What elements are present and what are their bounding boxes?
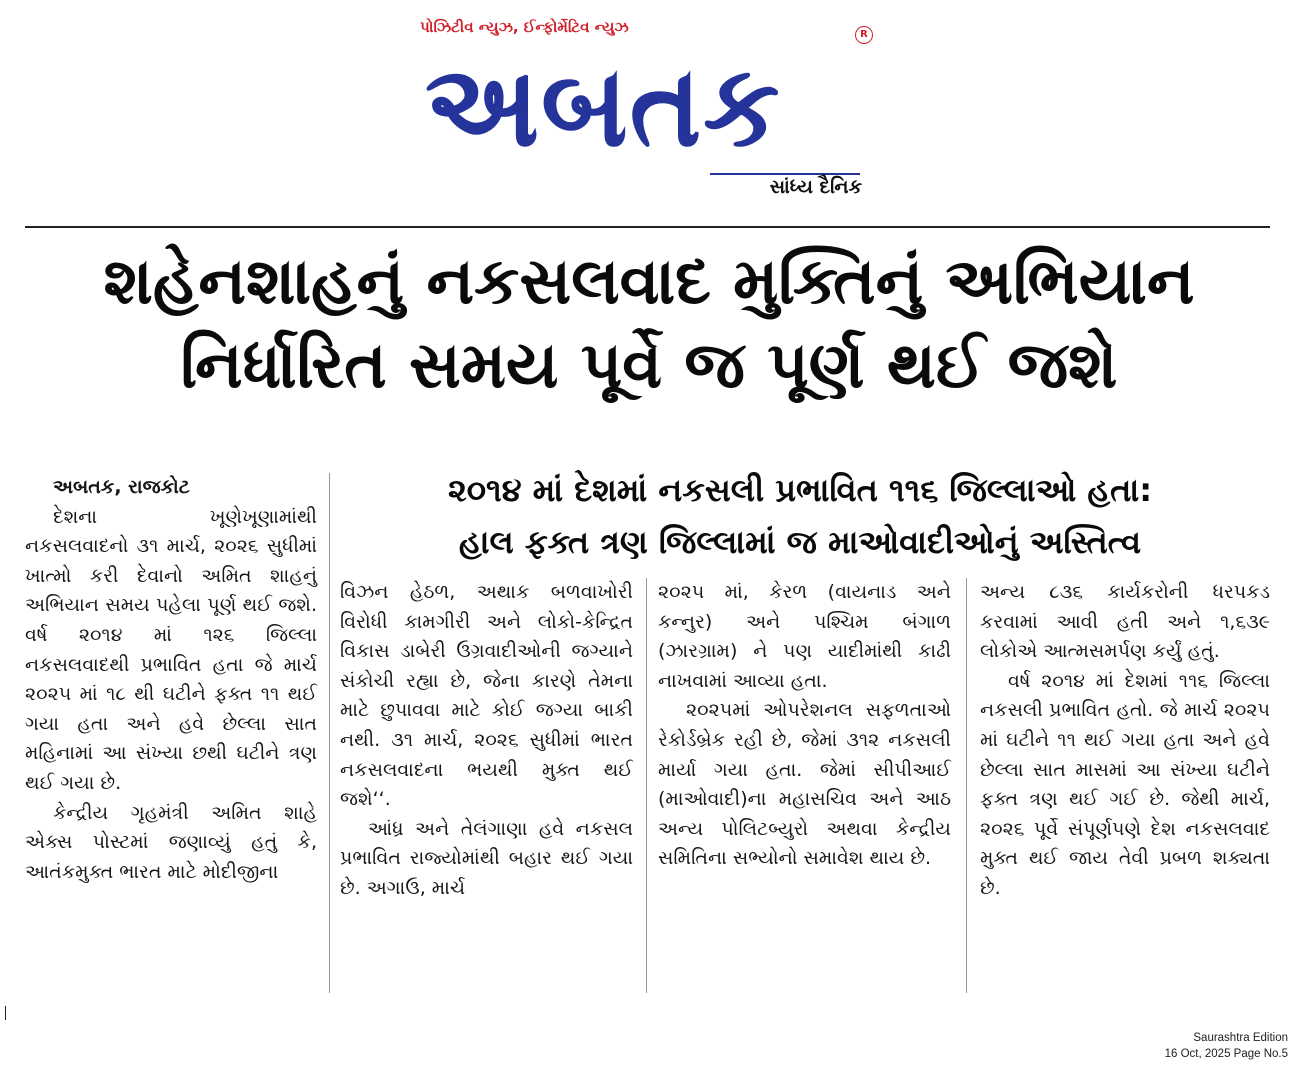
paragraph: અન્ય ૮૩૬ કાર્યકરોની ધરપકડ કરવામાં આવી હતી અને ૧,૬૩૯ લોકોએ આત્મસમર્પણ કર્યું હતું. — [980, 581, 1270, 663]
registered-mark-icon: R — [855, 26, 873, 44]
article-column-1 — [25, 473, 317, 887]
article-column-3 — [658, 578, 951, 874]
article-column-2 — [340, 578, 633, 904]
main-headline — [25, 240, 1273, 408]
sub-headline — [330, 464, 1270, 568]
edition-info — [1080, 1030, 1288, 1062]
header-divider — [25, 226, 1270, 228]
paragraph: કેન્દ્રીય ગૃહમંત્રી અમિત શાહે એક્સ પોસ્ટમાં જણાવ્યું હતું કે, આતંકમુક્ત ભારત માટે મોદીજીના — [25, 801, 317, 883]
headline-line-2: નિર્ધારિત સમય પૂર્વે જ પૂર્ણ થઈ જશે — [180, 329, 1118, 403]
edition-date-page: 16 Oct, 2025 Page No.5 — [1164, 1048, 1288, 1060]
logo-underline — [710, 173, 860, 175]
newspaper-logo: અબતક — [425, 40, 782, 173]
masthead — [0, 0, 1298, 205]
column-divider — [646, 578, 647, 993]
column-divider — [966, 578, 967, 993]
paragraph: વિઝન હેઠળ, અથાક બળવાખોરી વિરોધી કામગીરી અને લોકો-કેન્દ્રિત વિકાસ ડાબેરી ઉગ્રવાદીઓની જગ્યાને સંકોચી રહ્યા છે, જેના કારણે તેમના માટે છુપાવવા માટે કોઈ જગ્યા બાકી નથી. ૩૧ માર્ચ, ૨૦૨૬ સુધીમાં ભારત નકસલવાદના ભયથી મુક્ત થઈ જશે‘‘. — [340, 581, 633, 811]
masthead-tagline: પોઝિટીવ ન્યુઝ, ઈન્ફોર્મેટિવ ન્યુઝ — [420, 18, 629, 36]
subhead-line-2: હાલ ફક્ત ત્રણ જિલ્લામાં જ માઓવાદીઓનું અસ્તિત્વ — [458, 523, 1142, 561]
paragraph: ૨૦૨૫ માં, કેરળ (વાયનાડ અને કન્નુર) અને પશ્ચિમ બંગાળ (ઝારગ્રામ) ને પણ યાદીમાંથી કાઢી નાખવામાં આવ્યા હતા. — [658, 581, 951, 692]
column-divider — [329, 473, 330, 993]
masthead-subtitle: સાંધ્ય દૈનિક — [769, 176, 862, 198]
article-column-4 — [980, 578, 1270, 904]
paragraph: વર્ષ ૨૦૧૪ માં દેશમાં ૧૧૬ જિલ્લા નકસલી પ્રભાવિત હતો. જે માર્ચ ૨૦૨૫ માં ઘટીને ૧૧ થઈ ગયા હતા અને હવે છેલ્લા સાત માસમાં આ સંખ્યા ઘટીને ફક્ત ત્રણ થઈ ગઈ છે. જેથી માર્ચ, ૨૦૨૬ પૂર્વે સંપૂર્ણપણે દેશ નકસલવાદ મુક્ત થઈ જાય તેવી પ્રબળ શક્યતા છે. — [980, 669, 1270, 899]
paragraph: ૨૦૨૫માં ઓપરેશનલ સફળતાઓ રેકોર્ડબ્રેક રહી છે, જેમાં ૩૧૨ નકસલી માર્યા ગયા હતા. જેમાં સીપીઆઈ (માઓવાદી)ના મહાસચિવ અને આઠ અન્ય પોલિટબ્યુરો અથવા કેન્દ્રીય સમિતિના સભ્યોનો સમાવેશ થાય છે. — [658, 699, 951, 870]
headline-line-1: શહેનશાહનું નકસલવાદ મુક્તિનું અભિયાન — [103, 245, 1195, 319]
paragraph: દેશના ખૂણેખૂણામાંથી નકસલવાદનો ૩૧ માર્ચ, ૨૦૨૬ સુધીમાં ખાત્મો કરી દેવાનો અમિત શાહનું અભિયાન સમય પહેલા પૂર્ણ થઈ જશે. વર્ષ ૨૦૧૪ માં ૧૨૬ જિલ્લા નકસલવાદથી પ્રભાવિત હતા જે માર્ચ ૨૦૨૫ માં ૧૮ થી ઘટીને ફક્ત ૧૧ થઈ ગયા હતા અને હવે છેલ્લા સાત મહિનામાં આ સંખ્યા છથી ઘટીને ત્રણ થઈ ગયા છે. — [25, 505, 317, 794]
edition-name: Saurashtra Edition — [1193, 1032, 1288, 1044]
dateline: અબતક, રાજકોટ — [53, 476, 190, 498]
margin-mark — [5, 1006, 6, 1020]
paragraph: આંધ્ર અને તેલંગાણા હવે નકસલ પ્રભાવિત રાજ્યોમાંથી બહાર થઈ ગયા છે. અગાઉ, માર્ચ — [340, 817, 633, 899]
subhead-line-1: ૨૦૧૪ માં દેશમાં નકસલી પ્રભાવિત ૧૧૬ જિલ્લાઓ હતા: — [447, 471, 1153, 509]
